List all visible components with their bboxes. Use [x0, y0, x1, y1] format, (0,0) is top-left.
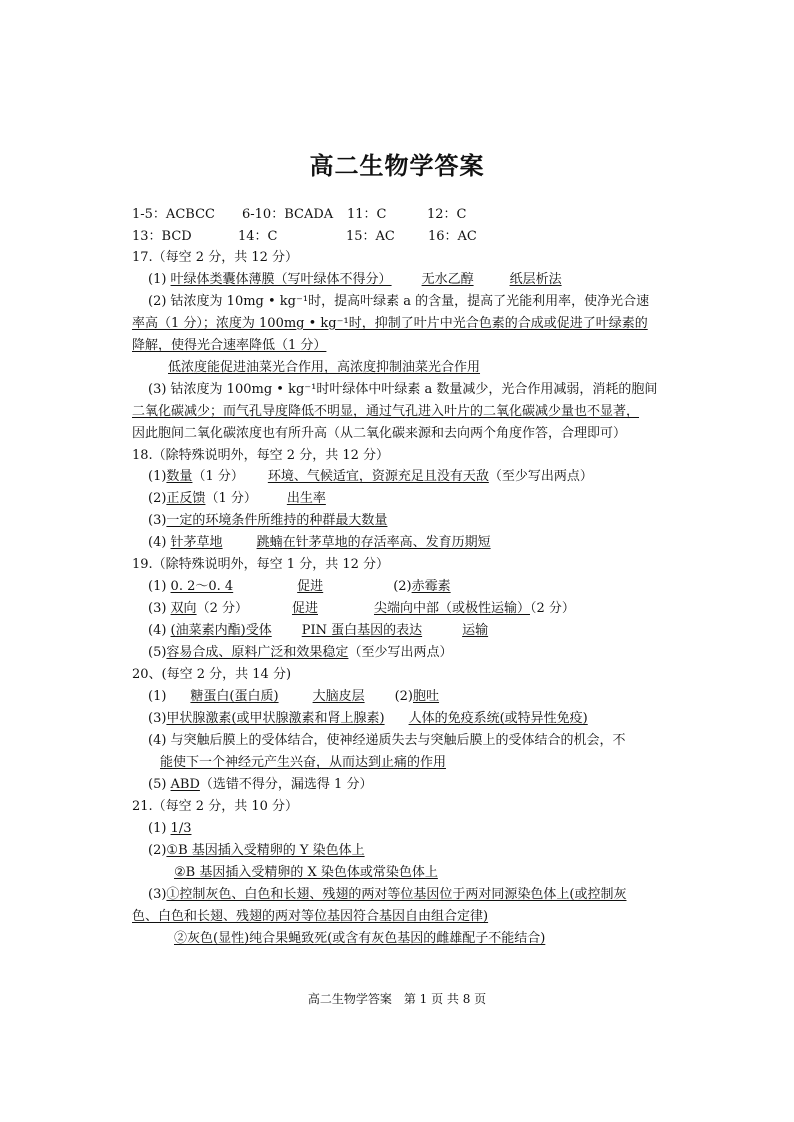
q20-line-5	[148, 776, 372, 794]
q17-2-line-c: 降解，使得光合速率降低（1 分）	[132, 338, 327, 353]
q18-4-answer-a: 针茅草地	[170, 535, 223, 550]
q20-heading: 20、(每空 2 分，共 14 分)	[132, 667, 292, 682]
q21-3-label: (3)	[148, 887, 167, 902]
q19-3-answer-c: 尖端向中部（或极性运输）	[373, 601, 530, 616]
page-title: 高二生物学答案	[309, 151, 485, 180]
q20-1-answer-b: 大脑皮层	[312, 689, 365, 704]
q17-1-answer-c: 纸层析法	[509, 272, 562, 287]
q18-1-answer-a: 数量	[166, 469, 193, 484]
q20-5-note: （选错不得分，漏选得 1 分）	[199, 777, 373, 792]
q21-heading: 21.（每空 2 分，共 10 分）	[132, 799, 299, 814]
q18-2-answer-a: 正反馈	[166, 491, 206, 506]
q20-4-line-a: (4) 与突触后膜上的受体结合，使神经递质失去与突触后膜上的受体结合的机会，不	[148, 733, 626, 748]
q19-1-answer-b: 促进	[297, 579, 324, 594]
q17-1-label: (1)	[148, 272, 171, 287]
q19-2-label: (2)	[393, 579, 412, 594]
q19-3-score-a: （2 分）	[196, 601, 248, 616]
q21-1-answer: 1/3	[170, 821, 192, 836]
q19-3-answer-a: 双向	[170, 601, 197, 616]
q20-2-label: (2)	[394, 689, 414, 704]
q20-line-1	[148, 688, 439, 706]
q21-2-label: (2)	[148, 843, 167, 858]
q18-2-score: （1 分）	[205, 491, 257, 506]
mc-12: 12：C	[427, 207, 467, 222]
q17-line-1	[148, 271, 562, 289]
mc-row-1	[132, 206, 467, 224]
q21-3-answer-a: ①控制灰色、白色和长翅、残翅的两对等位基因位于两对同源染色体上(或控制灰	[166, 887, 627, 902]
q18-1-answer-b: 环境、气候适宜，资源充足且没有天敌	[267, 469, 489, 484]
q18-4-answer-b: 跳蝻在针茅草地的存活率高、发育历期短	[256, 535, 491, 550]
q20-5-label: (5)	[148, 777, 171, 792]
q19-5-note: （至少写出两点）	[348, 645, 453, 660]
q20-line-2	[148, 710, 588, 728]
q19-line-1	[148, 578, 451, 596]
q20-4-line-b: 能使下一个神经元产生兴奋，从而达到止痛的作用	[160, 755, 447, 770]
q17-3-line-a: (3) 钴浓度为 100mg • kg⁻¹时叶绿体中叶绿素 a 数量减少，光合作用减弱，消耗的胞间	[148, 382, 658, 397]
q21-line-3	[148, 886, 627, 904]
q21-1-label: (1)	[148, 821, 171, 836]
q21-2-answer-a: ①B 基因插入受精卵的 Y 染色体上	[166, 843, 365, 858]
q19-line-2	[148, 600, 575, 618]
q19-1-answer-a: 0. 2～0. 4	[170, 579, 234, 594]
q20-3-answer-b: 人体的免疫系统(或特异性免疫)	[408, 711, 588, 726]
q18-line-1	[148, 468, 593, 486]
q18-2-label: (2)	[148, 491, 167, 506]
q19-4-label: (4)	[148, 623, 171, 638]
q19-line-3	[148, 622, 488, 640]
q19-4-answer-b: PIN 蛋白基因的表达	[301, 623, 423, 638]
q20-1-answer-a: 糖蛋白(蛋白质)	[190, 689, 279, 704]
q17-heading: 17.（每空 2 分，共 12 分）	[132, 250, 299, 265]
q20-2-answer: 胞吐	[413, 689, 440, 704]
q21-3-answer-a-cont: 色、白色和长翅、残翅的两对等位基因符合基因自由组合定律)	[132, 909, 489, 924]
q20-3-answer-a: 甲状腺激素(或甲状腺激素和肾上腺素)	[166, 711, 385, 726]
q19-line-4	[148, 644, 452, 662]
q19-2-answer: 赤霉素	[411, 579, 451, 594]
q18-1-score: （1 分）	[192, 469, 244, 484]
mc-11: 11：C	[347, 207, 387, 222]
q19-5-label: (5)	[148, 645, 167, 660]
q17-2-line-b: 率高（1 分）；浓度为 100mg • kg⁻¹时，抑制了叶片中光合色素的合成或促进了叶绿素的	[132, 316, 648, 331]
q18-1-note: （至少写出两点）	[488, 469, 593, 484]
q17-2-line-a: (2) 钴浓度为 10mg • kg⁻¹时，提高叶绿素 a 的含量，提高了光能利用率，使净光合速	[148, 294, 650, 309]
q21-2-answer-b: ②B 基因插入受精卵的 X 染色体或常染色体上	[174, 865, 438, 880]
mc-row-2	[132, 228, 477, 246]
q18-4-label: (4)	[148, 535, 171, 550]
q19-4-answer-c: 运输	[462, 623, 489, 638]
q20-5-answer: ABD	[170, 777, 200, 792]
q21-line-2	[148, 842, 365, 860]
mc-14: 14：C	[238, 229, 278, 244]
q19-1-label: (1)	[148, 579, 171, 594]
mc-6-10: 6-10：BCADA	[242, 207, 334, 222]
q19-3-label: (3)	[148, 601, 171, 616]
q19-4-answer-a: (油菜素内酯)受体	[170, 623, 272, 638]
q21-line-1	[148, 820, 191, 838]
q17-1-answer-b: 无水乙醇	[421, 272, 474, 287]
q17-1-answer-a: 叶绿体类囊体薄膜（写叶绿体不得分）	[170, 272, 392, 287]
mc-15: 15：AC	[346, 229, 395, 244]
q18-3-label: (3)	[148, 513, 167, 528]
q18-1-label: (1)	[148, 469, 167, 484]
q19-3-answer-b: 促进	[291, 601, 318, 616]
q21-3-answer-b: ②灰色(显性)纯合果蝇致死(或含有灰色基因的雌雄配子不能结合)	[174, 931, 546, 946]
q19-3-score-c: （2 分）	[530, 601, 575, 616]
q17-3-line-b: 二氧化碳减少；而气孔导度降低不明显，通过气孔进入叶片的二氧化碳减少量也不显著，	[132, 404, 640, 419]
q17-3-line-c: 因此胞间二氧化碳浓度也有所升高（从二氧化碳来源和去向两个角度作答，合理即可）	[132, 426, 627, 441]
page-footer: 高二生物学答案 第 1 页 共 8 页	[307, 992, 487, 1006]
q20-3-label: (3)	[148, 711, 167, 726]
q19-heading: 19.（除特殊说明外，每空 1 分，共 12 分）	[132, 557, 390, 572]
q18-3-answer: 一定的环境条件所维持的种群最大数量	[166, 513, 388, 528]
q18-heading: 18.（除特殊说明外，每空 2 分，共 12 分）	[132, 448, 390, 463]
q18-line-4	[148, 534, 491, 552]
mc-16: 16：AC	[428, 229, 477, 244]
q18-line-2	[148, 490, 326, 508]
mc-1-5: 1-5：ACBCC	[132, 207, 215, 222]
q18-line-3	[148, 512, 387, 530]
q17-2-line-d: 低浓度能促进油菜光合作用，高浓度抑制油菜光合作用	[168, 360, 481, 375]
mc-13: 13：BCD	[132, 229, 192, 244]
q18-2-answer-b: 出生率	[286, 491, 326, 506]
q20-1-label: (1)	[148, 689, 167, 704]
q19-5-answer: 容易合成、原料广泛和效果稳定	[166, 645, 349, 660]
